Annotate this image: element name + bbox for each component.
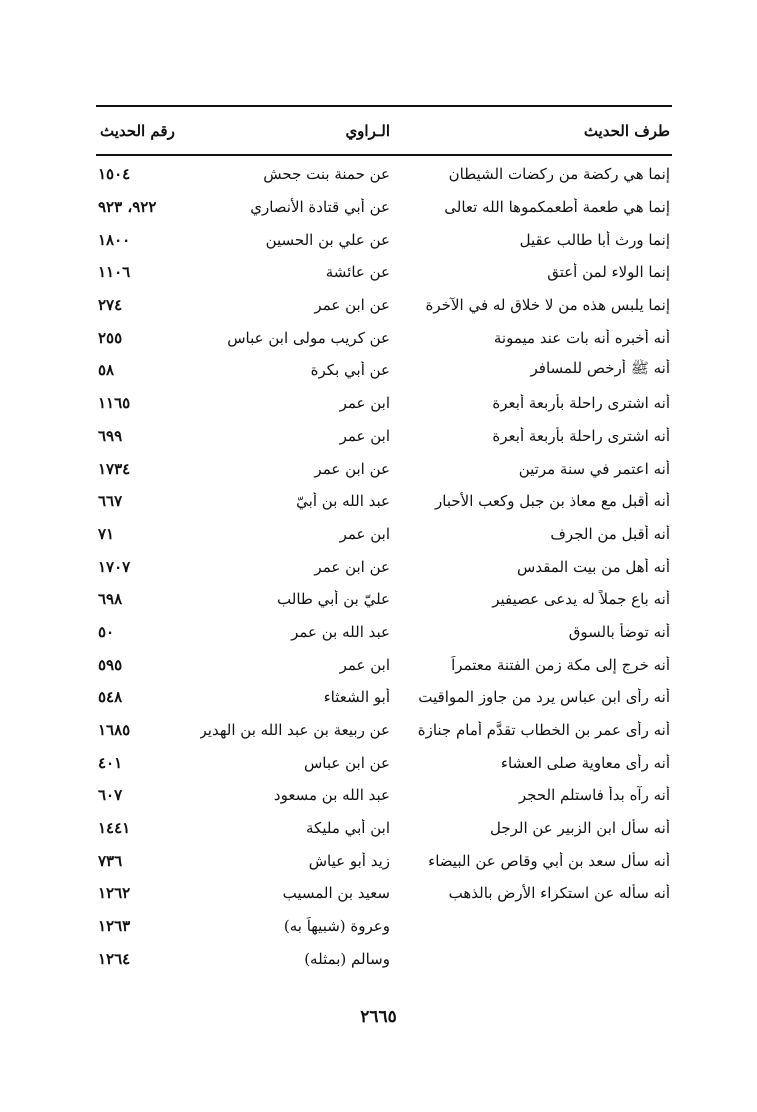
rawi-cell: عن حمنة بنت جحش — [263, 165, 390, 184]
number-cell: ١٢٦٢ — [98, 884, 131, 903]
number-cell: ١٧٣٤ — [98, 459, 131, 478]
table-row — [96, 289, 672, 322]
hadith-cell: إنما ورث أبا طالب عقيل — [519, 230, 670, 249]
hadith-cell: أنه سأل ابن الزبير عن الرجل — [489, 819, 670, 838]
table-row — [96, 354, 672, 387]
table-row — [96, 485, 672, 518]
rawi-cell: عن ربيعة بن عبد الله بن الهدير — [200, 721, 390, 740]
number-cell: ٧١ — [98, 524, 115, 543]
number-cell: ٢٧٤ — [98, 296, 123, 315]
page-number: ٢٦٦٥ — [360, 1007, 397, 1027]
number-cell: ٥٨ — [98, 361, 115, 380]
hadith-cell: أنه اشترى راحلة بأربعة أبعرة — [492, 394, 670, 413]
rawi-cell: عبد الله بن عمر — [291, 622, 390, 641]
header-hadith: طرف الحديث — [583, 121, 670, 140]
rawi-cell: عن ابن عمر — [314, 296, 390, 315]
table-row — [96, 256, 672, 289]
table-row — [96, 223, 672, 256]
number-cell: ٦٩٨ — [98, 590, 123, 609]
hadith-cell: أنه أخبره أنه بات عند ميمونة — [493, 328, 670, 347]
number-cell: ١٢٦٣ — [98, 917, 131, 936]
table-row — [96, 583, 672, 616]
table-row — [96, 812, 672, 845]
table-row — [96, 518, 672, 551]
hadith-cell: إنما هي طعمة أطعمكموها الله تعالى — [444, 198, 670, 217]
rawi-cell: ابن عمر — [339, 426, 390, 445]
number-cell: ١٦٨٥ — [98, 721, 131, 740]
number-cell: ٧٣٦ — [98, 851, 123, 870]
table-header — [96, 107, 672, 154]
table-row — [96, 158, 672, 191]
rawi-cell: ابن عمر — [339, 394, 390, 413]
header-rawi: الـراوي — [345, 121, 390, 140]
table-row — [96, 746, 672, 779]
number-cell: ١٥٠٤ — [98, 165, 131, 184]
number-cell: ١٤٤١ — [98, 819, 131, 838]
table-row — [96, 550, 672, 583]
hadith-cell: أنه أقبل مع معاذ بن جبل وكعب الأحبار — [435, 492, 670, 511]
number-cell: ٦٠٧ — [98, 786, 123, 805]
hadith-cell: أنه رآه بدأ فاستلم الحجر — [518, 786, 670, 805]
hadith-cell: أنه باع جملاً له يدعى عصيفير — [492, 590, 670, 609]
hadith-cell: أنه خرج إلى مكة زمن الفتنة معتمراً — [451, 655, 670, 674]
hadith-cell: أنه اشترى راحلة بأربعة أبعرة — [492, 426, 670, 445]
number-cell: ٥٩٥ — [98, 655, 123, 674]
rawi-cell: عليّ بن أبي طالب — [277, 590, 390, 609]
index-page — [96, 105, 672, 975]
rawi-cell: ابن عمر — [339, 655, 390, 674]
rawi-cell: عن ابن عمر — [314, 459, 390, 478]
rawi-cell: عبد الله بن أبيّ — [296, 492, 390, 511]
rawi-cell: عن ابن عباس — [303, 753, 390, 772]
table-row — [96, 191, 672, 224]
number-cell: ٢٥٥ — [98, 328, 123, 347]
table-row — [96, 387, 672, 420]
hadith-cell: إنما يلبس هذه من لا خلاق له في الآخرة — [425, 296, 670, 315]
number-cell: ٥٤٨ — [98, 688, 123, 707]
hadith-cell: أنه سأله عن استكراء الأرض بالذهب — [448, 884, 670, 903]
number-cell: ٦٩٩ — [98, 426, 123, 445]
table-row — [96, 844, 672, 877]
hadith-cell: أنه اعتمر في سنة مرتين — [518, 459, 670, 478]
hadith-cell: أنه رأى معاوية صلى العشاء — [500, 753, 670, 772]
table-row — [96, 648, 672, 681]
number-cell: ٦٦٧ — [98, 492, 123, 511]
table-row — [96, 877, 672, 910]
rawi-cell: أبو الشعثاء — [323, 688, 390, 707]
rawi-cell: وعروة (شبيهاً به) — [283, 917, 390, 936]
number-cell: ١١٠٦ — [98, 263, 131, 282]
hadith-cell: أنه ﷺ أرخص للمسافر — [530, 359, 670, 378]
number-cell: ١١٦٥ — [98, 394, 131, 413]
number-cell: ٤٠١ — [98, 753, 123, 772]
table-row — [96, 452, 672, 485]
hadith-cell: إنما الولاء لمن أعتق — [547, 263, 670, 282]
rawi-cell: عبد الله بن مسعود — [273, 786, 390, 805]
number-cell: ١٢٦٤ — [98, 949, 131, 968]
rawi-cell: عن أبي بكرة — [310, 361, 390, 380]
table-body — [96, 158, 672, 975]
rawi-cell: ابن أبي مليكة — [306, 819, 390, 838]
hadith-cell: أنه أقبل من الجرف — [550, 524, 670, 543]
hadith-cell: أنه توضأ بالسوق — [568, 622, 670, 641]
table-row — [96, 779, 672, 812]
number-cell: ٥٠ — [98, 622, 115, 641]
header-rule — [96, 154, 672, 156]
number-cell: ١٨٠٠ — [98, 230, 131, 249]
rawi-cell: عن كريب مولى ابن عباس — [227, 328, 390, 347]
hadith-cell: أنه سأل سعد بن أبي وقاص عن البيضاء — [428, 851, 670, 870]
table-row — [96, 681, 672, 714]
hadith-cell: أنه أهل من بيت المقدس — [517, 557, 670, 576]
rawi-cell: سعيد بن المسيب — [282, 884, 390, 903]
header-number: رقم الحديث — [100, 121, 175, 140]
rawi-cell: عن عائشة — [325, 263, 390, 282]
rawi-cell: عن علي بن الحسين — [265, 230, 390, 249]
hadith-cell: أنه رأى عمر بن الخطاب تقدَّم أمام جنازة — [417, 721, 670, 740]
hadith-cell: إنما هي ركضة من ركضات الشيطان — [448, 165, 670, 184]
table-row — [96, 910, 672, 943]
table-row — [96, 943, 672, 976]
rawi-cell: ابن عمر — [339, 524, 390, 543]
number-cell: ١٧٠٧ — [98, 557, 131, 576]
rawi-cell: عن أبي قتادة الأنصاري — [250, 198, 390, 217]
table-row — [96, 321, 672, 354]
table-row — [96, 616, 672, 649]
hadith-cell: أنه رأى ابن عباس يرد من جاوز المواقيت — [418, 688, 670, 707]
number-cell: ٩٢٢، ٩٢٣ — [98, 198, 157, 217]
table-row — [96, 714, 672, 747]
rawi-cell: وسالم (بمثله) — [304, 949, 390, 968]
rawi-cell: زيد أبو عياش — [308, 851, 390, 870]
rawi-cell: عن ابن عمر — [314, 557, 390, 576]
table-row — [96, 420, 672, 453]
